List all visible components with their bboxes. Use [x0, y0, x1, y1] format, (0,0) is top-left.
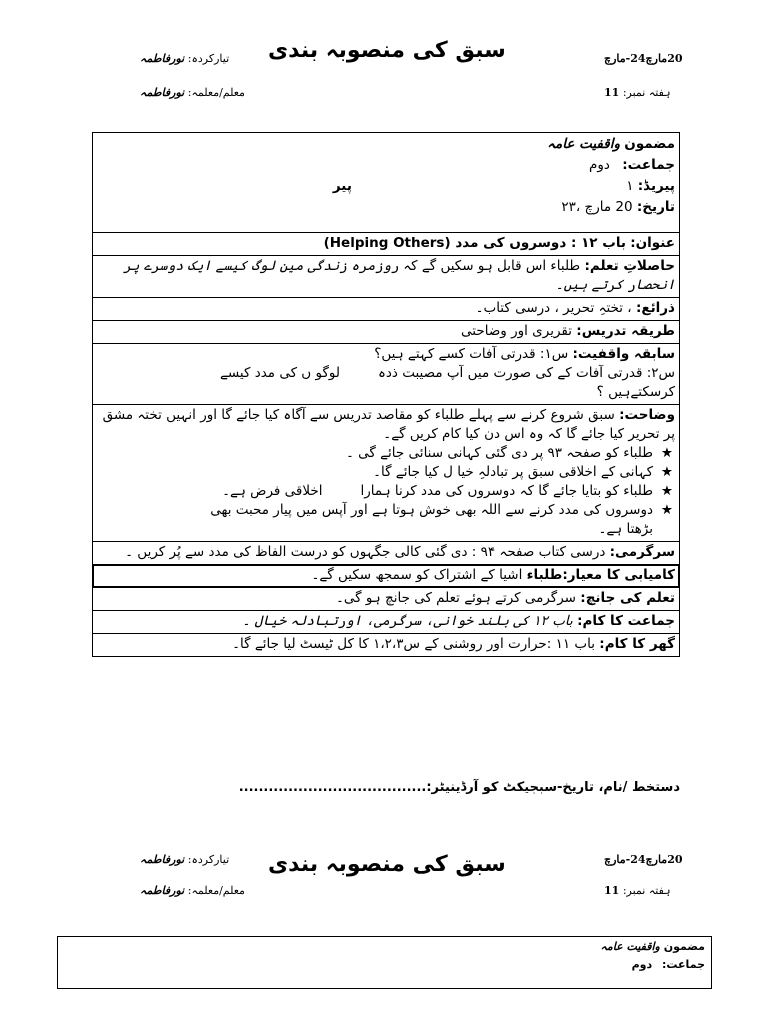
prior-line-1 [97, 345, 675, 364]
week-date: 20مارچ24-مارچ [604, 52, 683, 65]
bullet-text-4: دوسروں کی مدد کرنے سے اللہ بھی خوش ہوتا ہے اور آپس میں پیار محبت بھی [210, 502, 653, 518]
class-label-2: جماعت: [662, 958, 705, 971]
plan-row-method [93, 321, 680, 344]
explanation-paragraph [97, 406, 675, 444]
prior-question-2a: س۲: قدرتی آفات کے کی صورت میں آپ مصیبت ذدہ [377, 365, 675, 381]
period-value: ۱ [626, 178, 634, 194]
subject-line [97, 134, 675, 155]
assessment-text: سرگرمی کرتے ہوئے تعلم کی جانچ ہو گی۔ [335, 590, 576, 606]
success-text: اشیا کے اشتراک کو سمجھ سکیں گے۔ [311, 567, 523, 583]
activity-label: سرگرمی: [609, 544, 675, 560]
star-bullet-icon: ★ [660, 483, 673, 499]
plan-row-resources [93, 298, 680, 321]
plan-row-explanation [93, 405, 680, 542]
date-line [97, 197, 675, 218]
week-label-2: ہفتہ نمبر: [622, 884, 671, 897]
topic-value: باب ۱۲ : دوسروں کی مدد (Helping Others) [323, 235, 626, 251]
homework-text: باب ۱۱ :حرارت اور روشنی کے س۱،۲،۳ کا کل ٹیسٹ لیا جائے گا۔ [232, 636, 595, 652]
subject-label: مضمون [624, 136, 675, 152]
outcomes-text: طلباء اس قابل ہو سکیں گے کہ [403, 258, 581, 274]
week-number [604, 86, 671, 99]
plan-row-classwork [93, 611, 680, 634]
prior-question-2c: کرسکتےہیں ؟ [596, 384, 675, 400]
class-line [97, 155, 675, 176]
activity-continued: کریں ۔ [125, 544, 166, 560]
star-bullet-icon: ★ [660, 464, 673, 480]
activity-text: درسی کتاب صفحہ ۹۴ : دی گئی کالی جگہوں کو درست الفاظ کی مدد سے پُر [169, 544, 606, 560]
bullet-text-3: طلباء کو بتایا جائے گا کہ دوسروں کی مدد کرنا ہمارا [360, 483, 653, 499]
prepared-by-value-2: نورفاطمہ [140, 853, 185, 866]
teacher-value-2: نورفاطمہ [140, 884, 185, 897]
prior-label: سابقہ واقفیت: [572, 346, 675, 362]
assessment-label: تعلم کی جانچ: [580, 590, 675, 606]
bullet-text-2: کہانی کے اخلاقی سبق پر تبادلہِ خیا ل کیا جائے گا۔ [373, 464, 653, 480]
bullet-text-3-tail: اخلاقی فرض ہے۔ [222, 483, 323, 499]
week-value: 11 [604, 86, 620, 99]
homework-label: گھر کا کام: [599, 636, 675, 652]
star-bullet-icon: ★ [660, 445, 673, 461]
subject-value: واقفیت عامہ [547, 136, 620, 152]
topic-label: عنوان: [630, 235, 675, 251]
success-bold: طلباء [526, 567, 563, 583]
prior-question-1: س۱: قدرتی آفات کسے کہتے ہیں؟ [374, 346, 569, 362]
star-bullet-icon: ★ [660, 502, 673, 518]
plan-row-homework [93, 634, 680, 657]
plan-row-assessment [93, 588, 680, 611]
class-value: دوم [589, 157, 610, 173]
prior-question-2b: لوگو ں کی مدد کیسے [219, 365, 340, 381]
plan-row-outcomes [93, 256, 680, 298]
classwork-text: باب ۱۲ کی بلند خوانی، سرگرمی، اورتبادلہ خیال ۔ [242, 613, 573, 629]
bullet-text-1: طلباء کو صفحہ ۹۳ پر دی گئی کہانی سنائی جائے گی ۔ [345, 445, 653, 461]
prepared-by-label: تیارکردہ: [187, 52, 230, 65]
period-label: پیریڈ: [637, 178, 675, 194]
bullet-item-3 [97, 482, 675, 501]
teacher-2 [140, 884, 245, 897]
date-label: تاریخ: [636, 199, 675, 215]
date-value: 20 مارچ ،۲۳ [561, 199, 633, 215]
teacher [140, 86, 245, 99]
period-line [97, 176, 675, 197]
signature-label: دستخط /نام، تاریخ-سبجیکٹ کو آرڈینیٹر: [426, 780, 680, 795]
lesson-plan-table-2 [57, 936, 712, 989]
classwork-label: جماعت کا کام: [577, 613, 675, 629]
subject-label-2: مضمون [663, 940, 705, 953]
plan-row-topic [93, 233, 680, 256]
bullet-text-4-continued: بڑھتا ہے۔ [598, 521, 653, 537]
coordinator-signature-line [238, 780, 680, 795]
teacher-label: معلم/معلمہ: [187, 86, 245, 99]
plan-row-header [93, 133, 680, 233]
method-label: طریقہ تدریس: [576, 323, 675, 339]
prepared-by-2 [140, 853, 229, 866]
resources-value: ، تختہِ تحریر ، درسی کتاب۔ [475, 300, 632, 316]
plan-row-prior-knowledge [93, 344, 680, 405]
teacher-label-2: معلم/معلمہ: [187, 884, 245, 897]
method-value: تقریری اور وضاحتی [461, 323, 572, 339]
explanation-label: وضاحت: [619, 407, 675, 423]
class-value-2: دوم [631, 958, 653, 971]
subject-value-2: واقفیت عامہ [600, 940, 660, 953]
outcomes-label: حاصلاتِ تعلم: [584, 258, 675, 274]
lesson-plan-table [92, 132, 680, 657]
page-title: سبق کی منصوبہ بندی [268, 38, 506, 63]
subject-line-2 [600, 940, 705, 953]
prepared-by-value: نورفاطمہ [140, 52, 185, 65]
week-number-2 [604, 884, 671, 897]
signature-dots: ...................................... [238, 780, 427, 795]
plan-row-success-criteria [93, 565, 680, 588]
resources-label: ذرائع: [635, 300, 675, 316]
bullet-item-1 [97, 444, 675, 463]
week-label: ہفتہ نمبر: [622, 86, 671, 99]
prepared-by [140, 52, 229, 65]
success-label: کامیابی کا معیار: [562, 567, 675, 583]
outcomes-continued: روزمرہ زندگی مین لوگ کیسے ایک دوسرے پر انحصار کرتے ہیں۔ [123, 258, 675, 293]
plan-row-activity [93, 542, 680, 565]
week-date-2: 20مارچ24-مارچ [604, 853, 683, 866]
class-line-2 [632, 958, 705, 971]
bullet-item-4 [97, 501, 675, 520]
week-value-2: 11 [604, 884, 620, 897]
teacher-value: نورفاطمہ [140, 86, 185, 99]
class-label: جماعت: [622, 157, 675, 173]
bullet-item-2 [97, 463, 675, 482]
explanation-text: سبق شروع کرنے سے پہلے طلباء کو مقاصد تدریس سے آگاہ کیا جائے گا اور انہیں تختہ مشق پر تحریر کیا جائے گا کہ وہ اس دن کیا کام کریں گے۔ [102, 407, 675, 442]
prepared-by-label-2: تیارکردہ: [187, 853, 230, 866]
prior-line-2 [97, 364, 675, 383]
page-title-2: سبق کی منصوبہ بندی [268, 852, 506, 877]
day-value: پیر [332, 178, 352, 194]
